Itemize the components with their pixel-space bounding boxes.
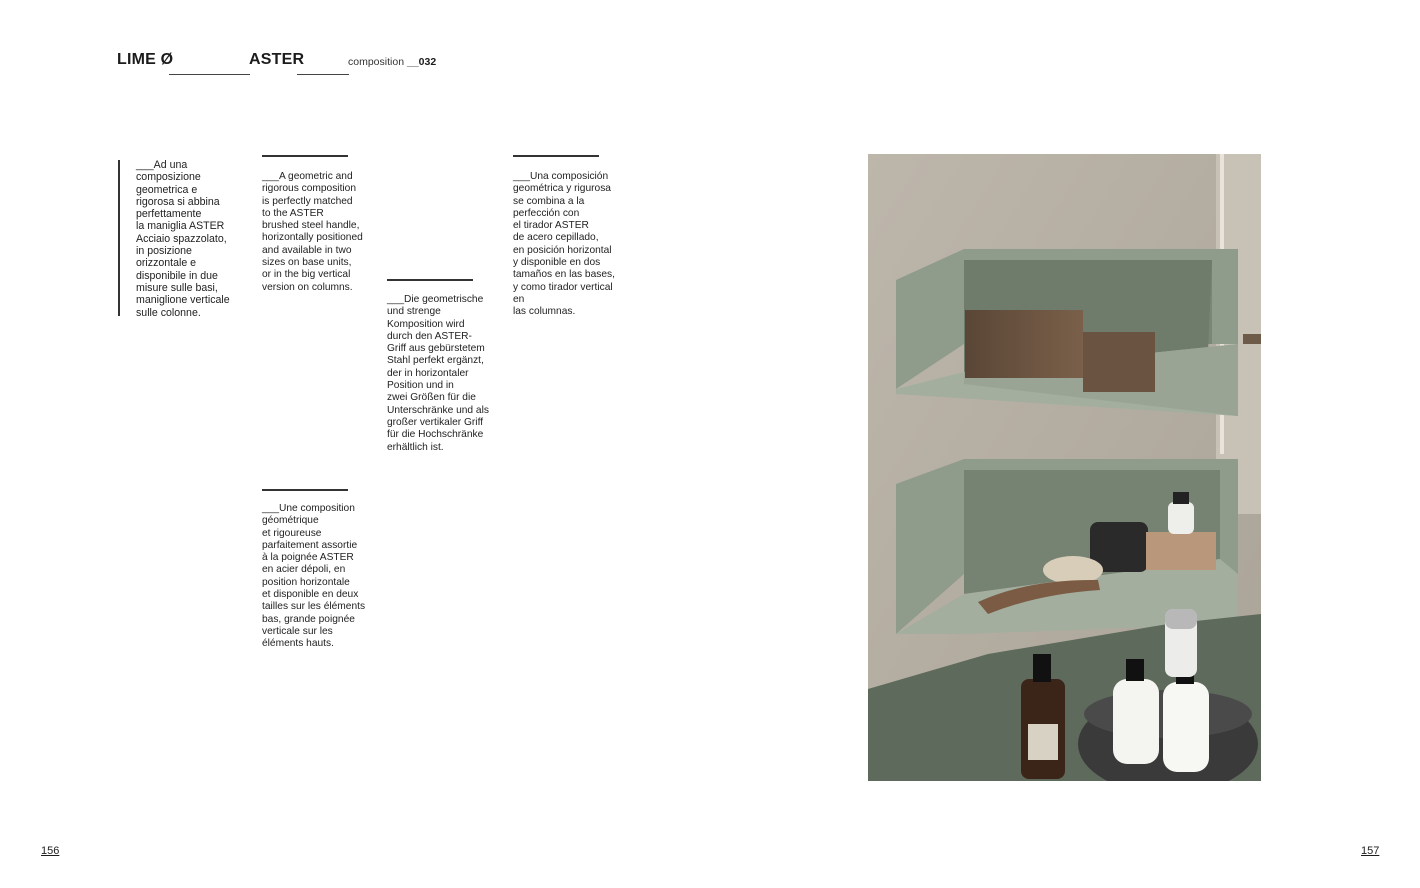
wood-box-large: [965, 310, 1083, 378]
spanish-text: ___Una composición geométrica y rigurosa se combina a la perfección con el tirador ASTER de acero cepillado, en posición horizontal y disponible en dos tamaños en las bases, y como tirador vertical en las columnas.: [513, 171, 615, 318]
french-rule: [262, 489, 348, 491]
german-rule: [387, 279, 473, 281]
amber-label: [1028, 724, 1058, 760]
perfume-cap: [1173, 492, 1189, 504]
header-underline-2: [297, 74, 349, 75]
amber-pump: [1033, 654, 1051, 682]
small-box: [1146, 532, 1216, 570]
german-text: ___Die geometrische und strenge Komposition wird durch den ASTER- Griff aus gebürstetem Stahl perfekt ergänzt, der in horizontaler Position und in zwei Größen für die Unterschränke und als großer vertikaler Griff für die Hochschränke erhältlich ist.: [387, 294, 489, 453]
composition-label: composition: [348, 56, 405, 68]
mirror-bracket: [1243, 334, 1261, 344]
italian-vertical-rule: [118, 160, 120, 316]
shelf-photo-illustration: [868, 154, 1261, 781]
english-text: ___A geometric and rigorous composition is perfectly matched to the ASTER brushed steel handle, horizontally positioned and available in two sizes on base units, or in the big vertical version on columns.: [262, 171, 363, 293]
white-pump-1: [1126, 659, 1144, 681]
composition-number: __032: [407, 56, 437, 68]
french-text: ___Une composition géométrique et rigoureuse parfaitement assortie à la poignée ASTER en acier dépoli, en position horizontale et disponible en deux tailles sur les éléments bas, grande poignée verticale sur les éléments hauts.: [262, 503, 366, 650]
english-rule: [262, 155, 348, 157]
collection-title: LIME Ø: [117, 51, 174, 68]
italian-text: ___Ad una composizione geometrica e rigorosa si abbina perfettamente la maniglia ASTER Acciaio spazzolato, in posizione orizzontale e disponibile in due misure sulle basi, maniglione verticale sulle colonne.: [136, 159, 230, 319]
brush-head: [1043, 556, 1103, 584]
white-bottle-2: [1163, 682, 1209, 772]
wood-box-small: [1083, 332, 1155, 392]
perfume-bottle: [1168, 502, 1194, 534]
white-bottle-1: [1113, 679, 1159, 764]
handle-title: ASTER: [249, 51, 305, 68]
page-number-left: 156: [41, 845, 60, 857]
tall-tube-cap: [1165, 609, 1197, 629]
header-underline-1: [169, 74, 250, 75]
spanish-rule: [513, 155, 599, 157]
product-photo: [868, 154, 1261, 781]
page-number-right: 157: [1361, 845, 1380, 857]
